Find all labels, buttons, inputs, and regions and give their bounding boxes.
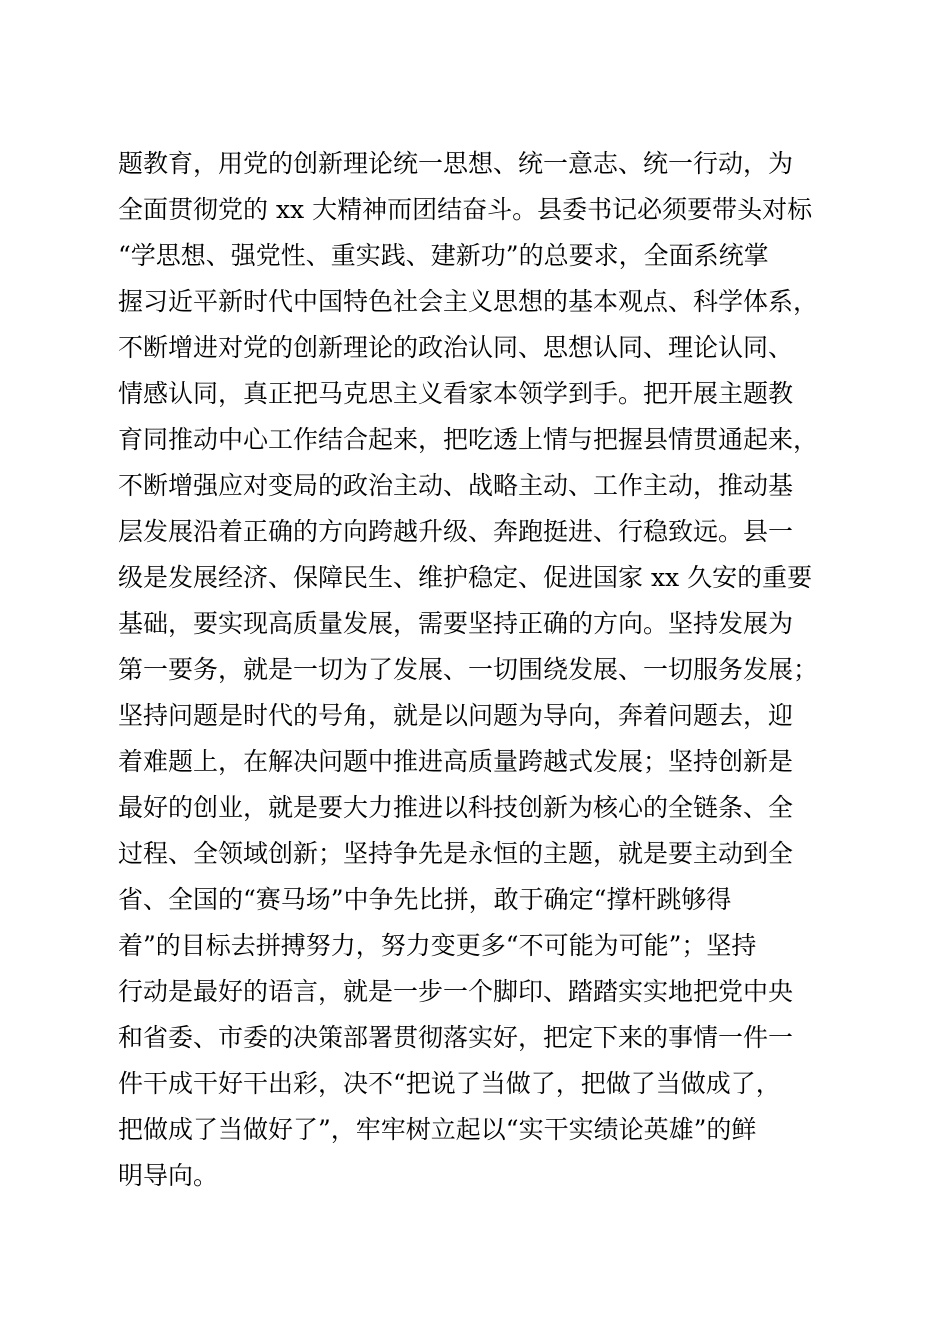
text-line-1: 题教育，用党的创新理论统一思想、统一意志、统一行动，为 [118,149,794,178]
text-line-14: 着难题上，在解决问题中推进高质量跨越式发展；坚持创新是 [118,747,794,776]
text-line-7: 育同推动中心工作结合起来，把吃透上情与把握县情贯通起来， [118,425,819,454]
body-paragraph [118,141,838,1199]
text-line-8: 不断增强应对变局的政治主动、战略主动、工作主动，推动基 [118,471,794,500]
text-line-3: “学思想、强党性、重实践、建新功”的总要求，全面系统掌 [118,241,769,270]
text-line-20: 和省委、市委的决策部署贯彻落实好，把定下来的事情一件一 [118,1023,794,1052]
text-line-4: 握习近平新时代中国特色社会主义思想的基本观点、科学体系， [118,287,819,316]
text-line-18: 着”的目标去拼搏努力，努力变更多“不可能为可能”；坚持 [118,931,757,960]
text-line-17: 省、全国的“赛马场”中争先比拼，敢于确定“撑杆跳够得 [118,885,732,914]
text-line-12: 第一要务，就是一切为了发展、一切围绕发展、一切服务发展； [118,655,819,684]
text-line-21: 件干成干好干出彩，决不“把说了当做了，把做了当做成了， [118,1069,781,1098]
text-line-16: 过程、全领域创新；坚持争先是永恒的主题，就是要主动到全 [118,839,794,868]
text-line-15: 最好的创业，就是要大力推进以科技创新为核心的全链条、全 [118,793,794,822]
text-line-19: 行动是最好的语言，就是一步一个脚印、踏踏实实地把党中央 [118,977,794,1006]
text-line-5: 不断增进对党的创新理论的政治认同、思想认同、理论认同、 [118,333,794,362]
text-line-23: 明导向。 [118,1161,219,1190]
text-line-11: 基础，要实现高质量发展，需要坚持正确的方向。坚持发展为 [118,609,794,638]
text-line-22: 把做成了当做好了”，牢牢树立起以“实干实绩论英雄”的鲜 [118,1115,757,1144]
text-line-13: 坚持问题是时代的号角，就是以问题为导向，奔着问题去，迎 [118,701,794,730]
text-line-6: 情感认同，真正把马克思主义看家本领学到手。把开展主题教 [118,379,794,408]
text-line-2: 全面贯彻党的 xx 大精神而团结奋斗。县委书记必须要带头对标 [118,195,813,224]
text-line-10: 级是发展经济、保障民生、维护稳定、促进国家 xx 久安的重要 [118,563,813,592]
text-line-9: 层发展沿着正确的方向跨越升级、奔跑挺进、行稳致远。县一 [118,517,794,546]
